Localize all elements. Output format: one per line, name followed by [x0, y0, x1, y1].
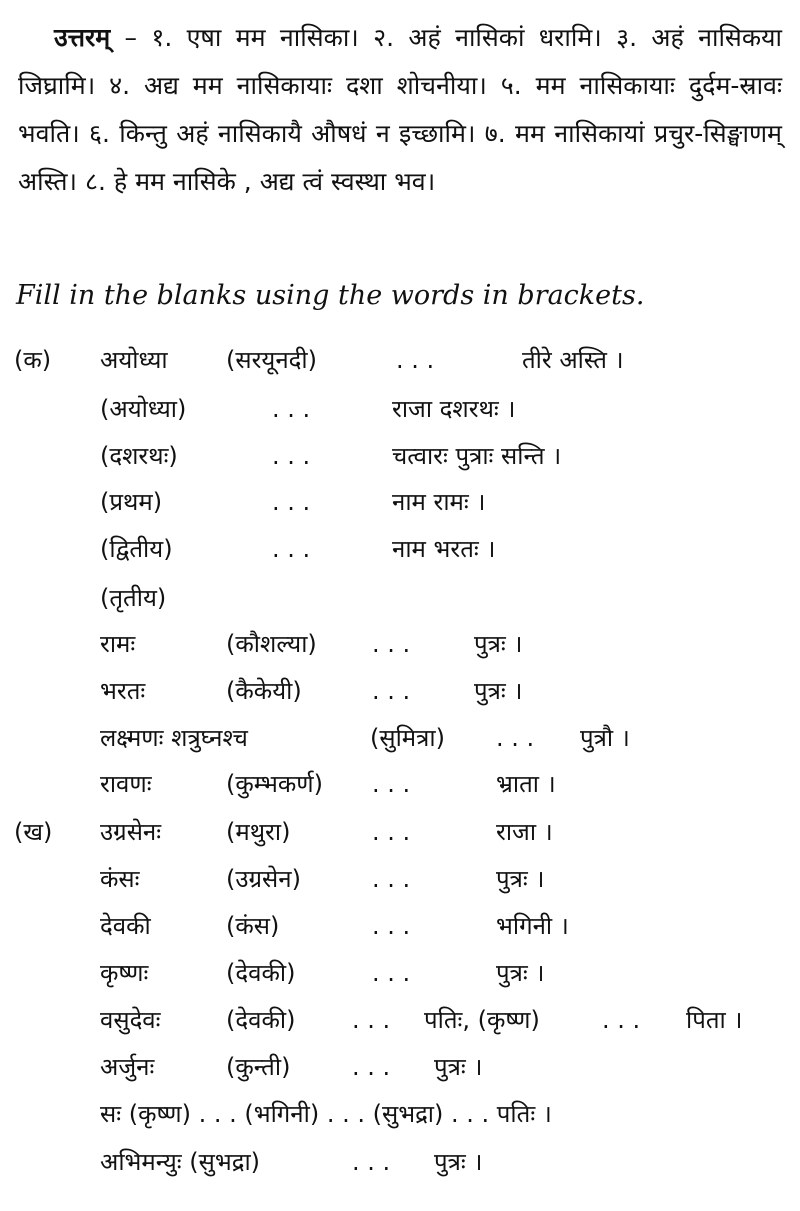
bracket-word: (कौशल्या) — [226, 630, 317, 658]
blank-marker: . . . — [272, 442, 311, 470]
exercise-instruction: Fill in the blanks using the words in brackets. — [16, 280, 645, 311]
exercise-line — [0, 855, 800, 903]
bracket-word: (प्रथम) — [100, 488, 163, 516]
line-predicate: पिता । — [686, 1006, 743, 1034]
blank-marker: . . . — [272, 535, 311, 563]
line-subject: कृष्णः — [100, 959, 149, 987]
exercise-line — [0, 478, 800, 526]
line-subject: लक्ष्मणः शत्रुघ्नश्च — [100, 724, 248, 752]
line-text: (तृतीय) — [100, 584, 167, 612]
line-subject: कंसः — [100, 865, 140, 893]
line-subject: रामः — [100, 630, 136, 658]
line-predicate: राजा । — [496, 818, 553, 846]
blank-marker: . . . — [372, 630, 411, 658]
line-predicate: पुत्रः । — [496, 865, 545, 893]
blank-marker: . . . — [396, 346, 435, 374]
exercise-line — [0, 996, 800, 1044]
section-label: (क) — [14, 346, 52, 374]
blank-marker: . . . — [372, 959, 411, 987]
line-predicate: भ्राता । — [496, 770, 556, 798]
blank-marker: . . . — [352, 1006, 391, 1034]
line-predicate: नाम रामः । — [392, 488, 486, 516]
line-predicate: भगिनी । — [496, 912, 569, 940]
line-text: सः (कृष्ण) . . . (भगिनी) . . . (सुभद्रा) . . . पतिः । — [100, 1100, 552, 1128]
blank-marker: . . . — [496, 724, 535, 752]
blank-marker: . . . — [372, 677, 411, 705]
blank-marker: . . . — [352, 1053, 391, 1081]
bracket-word: (दशरथः) — [100, 442, 178, 470]
line-predicate: पतिः, (कृष्ण) — [424, 1006, 540, 1034]
line-subject: अभिमन्युः (सुभद्रा) — [100, 1148, 261, 1176]
answer-text: – १. एषा मम नासिका। २. अहं नासिकां धरामि। ३. अहं नासिकया जिघ्रामि। ४. अद्य मम नासिकायाः दशा शोचनीया। ५. मम नासिकायाः दुर्दम-स्रावः भवति। ६. किन्तु अहं नासिकायै औषधं न इच्छामि। ७. मम नासिकायां प्रचुर-सिङ्घाणम् अस्ति। ८. हे मम नासिके , अद्य त्वं स्वस्था भव। — [18, 23, 782, 196]
exercise-line — [0, 385, 800, 433]
line-predicate: राजा दशरथः । — [392, 395, 516, 423]
exercise-line — [0, 1090, 800, 1138]
answer-paragraph — [18, 14, 782, 206]
blank-marker: . . . — [372, 865, 411, 893]
line-subject: देवकी — [100, 912, 151, 940]
line-predicate: चत्वारः पुत्राः सन्ति । — [392, 442, 562, 470]
line-predicate: पुत्रः । — [434, 1053, 483, 1081]
exercise-line — [0, 902, 800, 950]
blank-marker: . . . — [372, 770, 411, 798]
bracket-word: (उग्रसेन) — [226, 865, 301, 893]
blank-marker: . . . — [372, 912, 411, 940]
exercise-line — [0, 667, 800, 715]
blank-marker: . . . — [272, 395, 311, 423]
exercise-line — [0, 949, 800, 997]
answer-lead: उत्तरम् — [54, 23, 111, 52]
bracket-word: (कैकेयी) — [226, 677, 302, 705]
bracket-word: (कंस) — [226, 912, 280, 940]
line-predicate: पुत्रौ । — [580, 724, 630, 752]
exercise-line — [0, 1138, 800, 1186]
exercise-line — [0, 336, 800, 384]
bracket-word: (देवकी) — [226, 959, 296, 987]
line-predicate: पुत्रः । — [496, 959, 545, 987]
exercise-line — [0, 525, 800, 573]
line-predicate: पुत्रः । — [474, 677, 523, 705]
exercise-line — [0, 620, 800, 668]
line-predicate: पुत्रः । — [474, 630, 523, 658]
section-label: (ख) — [14, 818, 53, 846]
blank-marker: . . . — [602, 1006, 641, 1034]
bracket-word: (अयोध्या) — [100, 395, 187, 423]
exercise-line — [0, 760, 800, 808]
bracket-word: (मथुरा) — [226, 818, 291, 846]
exercise-line — [0, 432, 800, 480]
bracket-word: (सुमित्रा) — [370, 724, 445, 752]
exercise-line — [0, 1043, 800, 1091]
exercise-line — [0, 808, 800, 856]
blank-marker: . . . — [352, 1148, 391, 1176]
line-subject: उग्रसेनः — [100, 818, 162, 846]
line-subject: रावणः — [100, 770, 152, 798]
bracket-word: (देवकी) — [226, 1006, 296, 1034]
line-predicate: तीरे अस्ति । — [522, 346, 624, 374]
bracket-word: (द्वितीय) — [100, 535, 173, 563]
bracket-word: (कुम्भकर्ण) — [226, 770, 324, 798]
line-subject: अर्जुनः — [100, 1053, 155, 1081]
exercise-line — [0, 574, 800, 622]
bracket-word: (सरयूनदी) — [226, 346, 317, 374]
blank-marker: . . . — [372, 818, 411, 846]
blank-marker: . . . — [272, 488, 311, 516]
line-subject: अयोध्या — [100, 346, 168, 374]
exercise-line — [0, 714, 800, 762]
bracket-word: (कुन्ती) — [226, 1053, 291, 1081]
line-predicate: नाम भरतः । — [392, 535, 496, 563]
line-subject: वसुदेवः — [100, 1006, 161, 1034]
line-predicate: पुत्रः । — [434, 1148, 483, 1176]
line-subject: भरतः — [100, 677, 146, 705]
